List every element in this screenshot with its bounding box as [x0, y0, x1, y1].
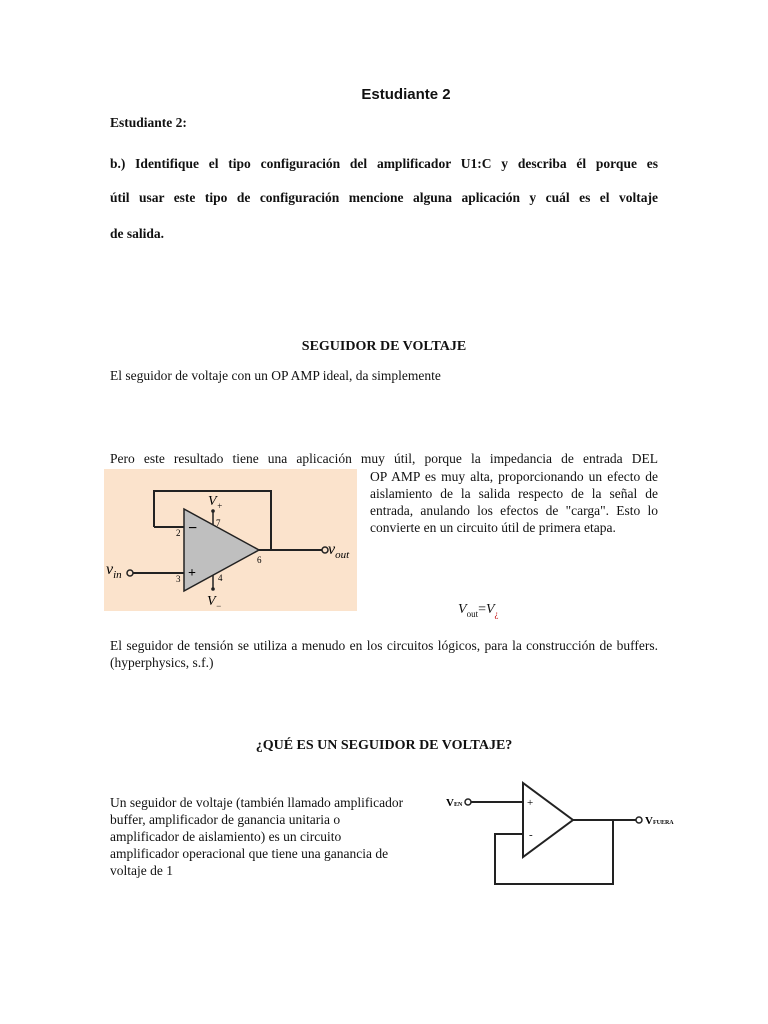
question-line-1: b.) Identifique el tipo configuración del amplificador U1:C y describa él porque es — [110, 156, 658, 171]
page-title: Estudiante 2 — [361, 86, 451, 103]
pin-3-label: 3 — [176, 574, 181, 584]
vplus-label: $V_+$ — [208, 494, 223, 511]
pin-2-label: 2 — [176, 528, 181, 538]
student-label: Estudiante 2: — [110, 115, 187, 130]
minus-sign: − — [188, 520, 198, 537]
vin-label: $v_{in}$ — [106, 561, 122, 581]
section-heading-que-es: ¿QUÉ ES UN SEGUIDOR DE VOLTAJE? — [255, 738, 513, 753]
vout-label: VFUERA — [645, 815, 674, 827]
question-line-2: útil usar este tipo de configuración mencione alguna aplicación y cuál es el voltaje — [110, 190, 658, 205]
plus-sign: + — [527, 797, 534, 809]
op-amp-triangle — [523, 783, 573, 857]
plus-sign: + — [188, 566, 196, 581]
formula-vout-equals-vin: $V_{out}=V_¿$ — [458, 602, 499, 619]
section1-paragraph-line1: Pero este resultado tiene una aplicación muy útil, porque la impedancia de entrada DEL — [110, 451, 658, 466]
minus-sign: - — [529, 829, 533, 841]
pin-4-label: 4 — [218, 573, 223, 583]
pin-7-label: 7 — [216, 518, 221, 528]
buffer-schematic — [444, 774, 714, 894]
vin-terminal — [465, 799, 471, 805]
pin-6-label: 6 — [257, 555, 262, 565]
op-amp-diagram-voltage-follower — [104, 469, 357, 611]
question-line-3: de salida. — [110, 226, 165, 241]
section-heading-seguidor: SEGUIDOR DE VOLTAJE — [301, 339, 467, 354]
vminus-node — [211, 587, 215, 591]
vminus-label: $V_-$ — [207, 594, 222, 611]
op-amp-schematic — [104, 469, 357, 611]
section1-usage: El seguidor de tensión se utiliza a menudo en los circuitos lógicos, para la construcción de buffers. (hyperphysics, s.f.) — [110, 638, 658, 670]
vplus-node — [211, 509, 215, 513]
vin-label: VEN — [446, 797, 463, 809]
section1-paragraph-wrap: OP AMP es muy alta, proporcionando un efecto de aislamiento de la salida respecto de la señal de entrada, anulando los efectos de "carga". Esto lo convierte en un circuito útil de primera etapa. — [370, 469, 658, 535]
vin-terminal — [127, 570, 133, 576]
section2-body: Un seguidor de voltaje (también llamado amplificador buffer, amplificador de ganancia unitaria o amplificador de aislamiento) es un circuito amplificador operacional que tiene una ganancia de voltaje de 1 — [110, 795, 404, 878]
op-amp-diagram-buffer — [444, 774, 714, 894]
vout-label: $v_{out}$ — [328, 541, 350, 561]
section1-intro: El seguidor de voltaje con un OP AMP ideal, da simplemente — [110, 368, 441, 383]
vout-terminal — [636, 817, 642, 823]
